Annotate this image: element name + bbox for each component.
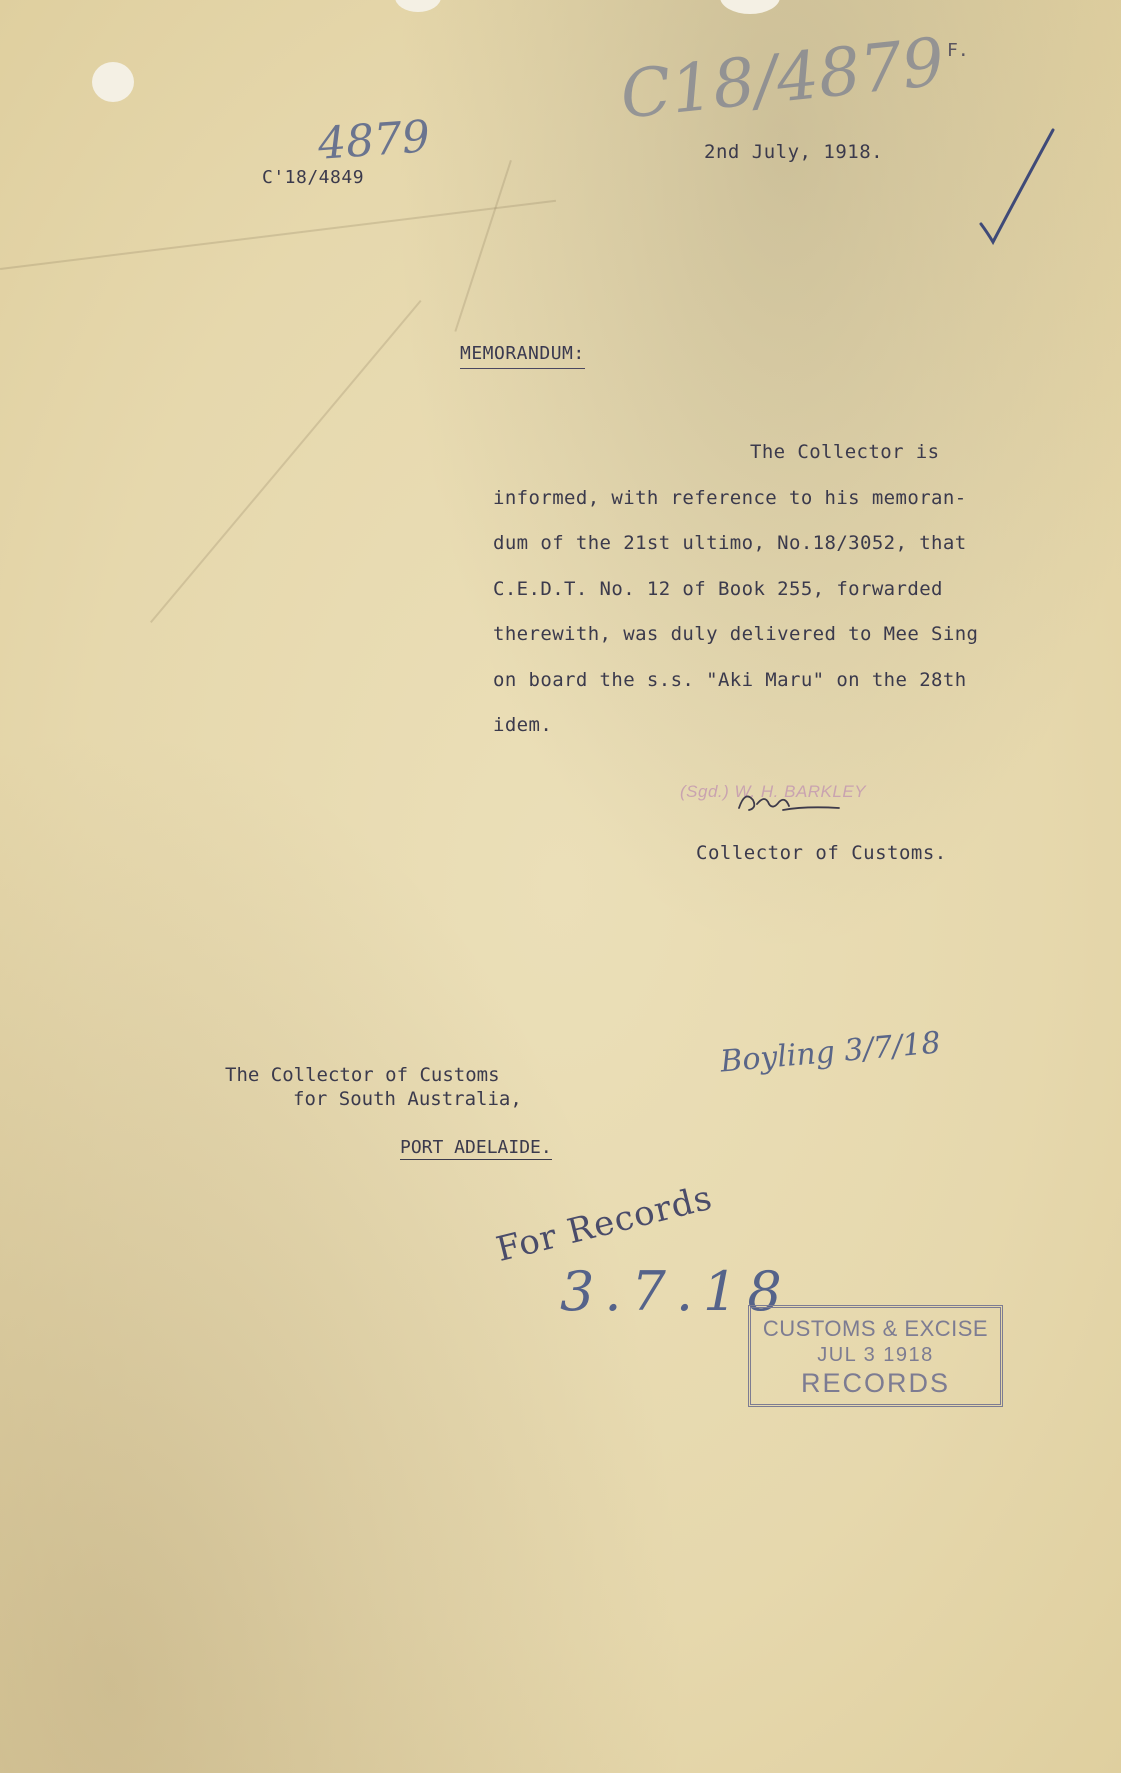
body-line: therewith, was duly delivered to Mee Sing (493, 623, 979, 645)
paper-tear-top-right (720, 0, 780, 14)
records-stamp: For Records (492, 1177, 717, 1270)
body-line: C.E.D.T. No. 12 of Book 255, forwarded (493, 577, 943, 600)
memo-date: 2nd July, 1918. (704, 141, 884, 163)
fold-crease (150, 300, 421, 623)
customs-stamp-date: JUL 3 1918 (817, 1344, 934, 1366)
paper-tear-left (92, 62, 134, 102)
addressee-location: PORT ADELAIDE. (400, 1137, 552, 1158)
fold-crease (0, 200, 556, 270)
handwritten-reference-top: C18/4879 (616, 23, 948, 134)
handwritten-file-number: 4879 (316, 111, 432, 170)
fold-crease (454, 160, 511, 332)
signed-stamp: (Sgd.) W. H. BARKLEY (680, 782, 867, 801)
paper-tear-top (395, 0, 441, 12)
handwritten-note: Boyling 3/7/18 (718, 1025, 942, 1080)
page-letter: F. (947, 40, 969, 61)
addressee-line: for South Australia, (293, 1088, 522, 1110)
body-line: informed, with reference to his memoran- (493, 486, 967, 509)
body-line: The Collector is (750, 441, 940, 463)
body-line: idem. (493, 714, 553, 736)
signature-initials (735, 780, 845, 820)
memo-body (493, 430, 1053, 749)
file-reference: C'18/4849 (262, 167, 365, 188)
body-line: on board the s.s. "Aki Maru" on the 28th (493, 668, 967, 691)
customs-stamp-line: CUSTOMS & EXCISE (762, 1316, 989, 1341)
body-line: dum of the 21st ultimo, No.18/3052, that (493, 532, 967, 554)
addressee-block (225, 1063, 522, 1111)
records-date: 3.7.18 (560, 1260, 792, 1323)
signatory-title: Collector of Customs. (696, 842, 947, 864)
check-mark (975, 120, 1065, 260)
customs-stamp (748, 1305, 1003, 1407)
memo-heading: MEMORANDUM: (460, 343, 585, 369)
customs-stamp-line: RECORDS (800, 1368, 950, 1398)
addressee-line: The Collector of Customs (225, 1064, 500, 1086)
